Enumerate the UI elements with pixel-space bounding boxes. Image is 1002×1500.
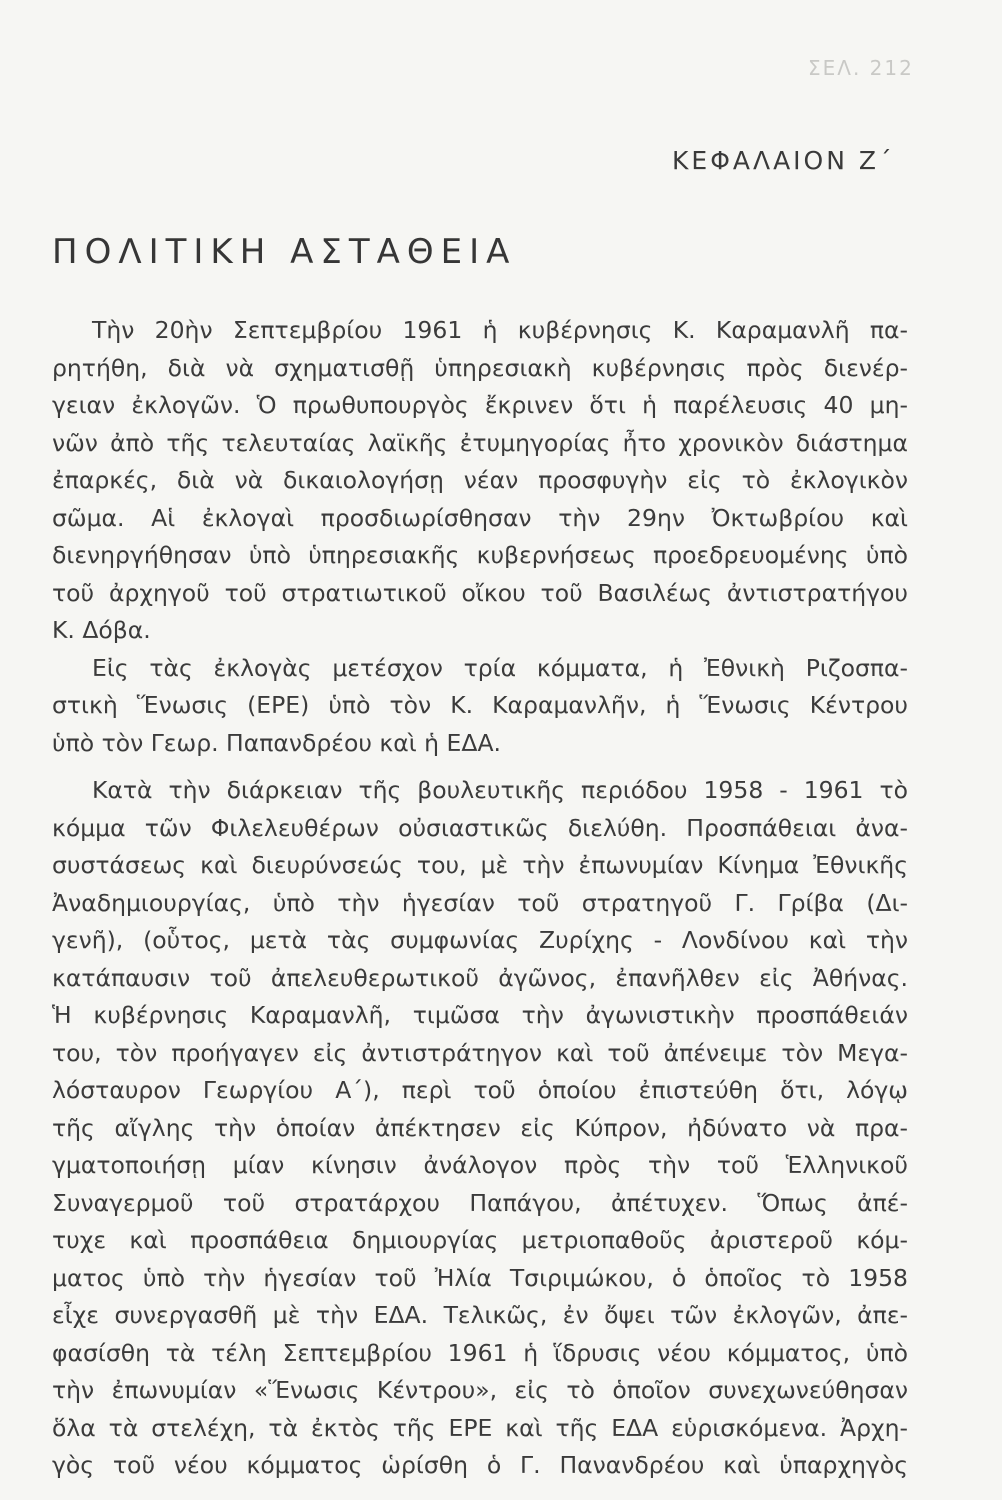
text-line: Συναγερμοῦ τοῦ στρατάρχου Παπάγου, ἀπέτυχεν. Ὅπως ἀπέ- xyxy=(52,1188,908,1217)
text-line: διενηργήθησαν ὑπὸ ὑπηρεσιακῆς κυβερνήσεως προεδρευομένης ὑπὸ xyxy=(52,541,908,569)
text-line: Ἡ κυβέρνησις Καραμανλῆ, τιμῶσα τὴν ἀγωνιστικὴν προσπάθειάν xyxy=(52,1001,908,1029)
text-line: ἐπαρκές, διὰ νὰ δικαιολογήσῃ νέαν προσφυγὴν εἰς τὸ ἐκλογικὸν xyxy=(52,466,908,494)
text-line: νῶν ἀπὸ τῆς τελευταίας λαϊκῆς ἐτυμηγορίας ἦτο χρονικὸν διάστημα xyxy=(52,428,908,457)
text-line: στικὴ Ἕνωσις (ΕΡΕ) ὑπὸ τὸν Κ. Καραμανλῆν, ἡ Ἕνωσις Κέντρου xyxy=(52,691,908,719)
text-line: ρητήθη, διὰ νὰ σχηματισθῇ ὑπηρεσιακὴ κυβέρνησις πρὸς διενέρ- xyxy=(52,353,908,382)
body-text xyxy=(52,312,908,1485)
text-line: κόμμα τῶν Φιλελευθέρων οὐσιαστικῶς διελύθη. Προσπάθειαι ἀνα- xyxy=(52,813,908,842)
text-line: τὴν ἐπωνυμίαν «Ἕνωσις Κέντρου», εἰς τὸ ὁποῖον συνεχωνεύθησαν xyxy=(52,1376,908,1404)
text-line: κατάπαυσιν τοῦ ἀπελευθερωτικοῦ ἀγῶνος, ἐπανῆλθεν εἰς Ἀθήνας. xyxy=(52,963,908,992)
text-line: Κ. Δόβα. xyxy=(52,616,151,644)
page-number: ΣΕΛ. 212 xyxy=(808,56,914,80)
text-line: Κατὰ τὴν διάρκειαν τῆς βουλευτικῆς περιόδου 1958 - 1961 τὸ xyxy=(92,776,908,804)
text-line: τῆς αἴγλης τὴν ὁποίαν ἀπέκτησεν εἰς Κύπρον, ἠδύνατο νὰ πρα- xyxy=(52,1113,908,1142)
text-line: εἶχε συνεργασθῆ μὲ τὴν ΕΔΑ. Τελικῶς, ἐν ὄψει τῶν ἐκλογῶν, ἀπε- xyxy=(52,1301,908,1329)
text-line: ὑπὸ τὸν Γεωρ. Παπανδρέου καὶ ἡ ΕΔΑ. xyxy=(52,728,502,757)
text-line: Εἰς τὰς ἐκλογὰς μετέσχον τρία κόμματα, ἡ Ἐθνικὴ Ριζοσπα- xyxy=(92,653,908,682)
text-line: ματος ὑπὸ τὴν ἡγεσίαν τοῦ Ἠλία Τσιριμώκου, ὁ ὁποῖος τὸ 1958 xyxy=(52,1263,908,1292)
text-line: σῶμα. Αἱ ἐκλογαὶ προσδιωρίσθησαν τὴν 29ην Ὀκτωβρίου καὶ xyxy=(52,503,908,532)
text-line: Ἀναδημιουργίας, ὑπὸ τὴν ἡγεσίαν τοῦ στρατηγοῦ Γ. Γρίβα (Δι- xyxy=(52,888,908,917)
text-line: συστάσεως καὶ διευρύνσεώς του, μὲ τὴν ἐπωνυμίαν Κίνημα Ἐθνικῆς xyxy=(52,851,908,879)
text-line: τυχε καὶ προσπάθεια δημιουργίας μετριοπαθοῦς ἀριστεροῦ κόμ- xyxy=(52,1226,908,1254)
text-line: τοῦ ἀρχηγοῦ τοῦ στρατιωτικοῦ οἴκου τοῦ Βασιλέως ἀντιστρατήγου xyxy=(52,578,908,607)
text-line: Τὴν 20ὴν Σεπτεμβρίου 1961 ἡ κυβέρνησις Κ. Καραμανλῆ πα- xyxy=(92,316,908,344)
text-line: φασίσθη τὰ τέλη Σεπτεμβρίου 1961 ἡ ἵδρυσις νέου κόμματος, ὑπὸ xyxy=(52,1338,908,1367)
text-line: γειαν ἐκλογῶν. Ὁ πρωθυπουργὸς ἔκρινεν ὅτι ἡ παρέλευσις 40 μη- xyxy=(52,391,908,419)
text-line: λόσταυρον Γεωργίου Α΄), περὶ τοῦ ὁποίου ἐπιστεύθη ὅτι, λόγῳ xyxy=(52,1076,908,1104)
chapter-label: ΚΕΦΑΛΑΙΟΝ Ζ΄ xyxy=(672,146,895,175)
text-line: γματοποιήσῃ μίαν κίνησιν ἀνάλογον πρὸς τὴν τοῦ Ἑλληνικοῦ xyxy=(52,1151,908,1179)
text-line: ὅλα τὰ στελέχη, τὰ ἐκτὸς τῆς ΕΡΕ καὶ τῆς ΕΔΑ εὑρισκόμενα. Ἀρχη- xyxy=(52,1413,908,1442)
text-line: γενῆ), (οὗτος, μετὰ τὰς συμφωνίας Ζυρίχης - Λονδίνου καὶ τὴν xyxy=(52,926,908,954)
chapter-title: ΠΟΛΙΤΙΚΗ ΑΣΤΑΘΕΙΑ xyxy=(52,232,517,272)
text-line: του, τὸν προήγαγεν εἰς ἀντιστράτηγον καὶ τοῦ ἀπένειμε τὸν Μεγα- xyxy=(52,1038,908,1067)
text-line: γὸς τοῦ νέου κόμματος ὡρίσθη ὁ Γ. Πανανδρέου καὶ ὑπαρχηγὸς xyxy=(52,1451,908,1479)
